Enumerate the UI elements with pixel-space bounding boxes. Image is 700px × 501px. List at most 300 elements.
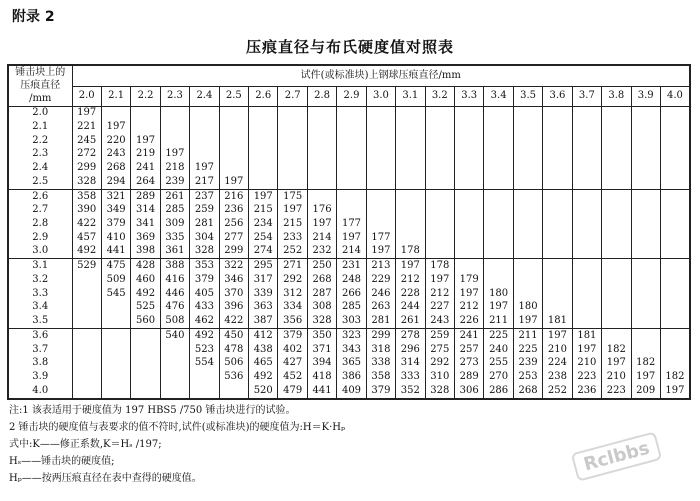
table-cell: 379 xyxy=(101,217,130,231)
table-cell: 243 xyxy=(101,148,130,162)
table-cell xyxy=(513,120,542,134)
table-cell: 263 xyxy=(366,301,395,315)
table-cell: 492 xyxy=(249,370,278,384)
table-cell xyxy=(131,329,160,343)
table-cell: 197 xyxy=(660,384,690,399)
column-header: 2.4 xyxy=(190,86,219,106)
row-label: 3.6 xyxy=(8,329,72,343)
table-cell xyxy=(396,217,425,231)
table-cell xyxy=(219,148,248,162)
table-cell xyxy=(425,189,454,203)
table-cell: 264 xyxy=(131,175,160,189)
table-cell xyxy=(631,329,660,343)
table-cell: 281 xyxy=(366,314,395,328)
table-cell: 234 xyxy=(249,217,278,231)
table-cell xyxy=(454,204,483,218)
table-cell xyxy=(425,106,454,120)
table-cell xyxy=(602,314,631,328)
column-header: 2.0 xyxy=(72,86,101,106)
table-cell: 509 xyxy=(101,273,130,287)
table-cell: 252 xyxy=(543,384,572,399)
table-cell: 379 xyxy=(190,273,219,287)
table-cell xyxy=(602,245,631,259)
table-cell: 460 xyxy=(131,273,160,287)
table-row xyxy=(8,259,690,273)
table-cell: 274 xyxy=(249,245,278,259)
table-cell: 211 xyxy=(484,314,513,328)
table-cell xyxy=(160,106,189,120)
table-cell xyxy=(602,161,631,175)
table-cell: 240 xyxy=(484,343,513,357)
table-cell xyxy=(454,217,483,231)
row-label: 2.9 xyxy=(8,231,72,245)
table-cell xyxy=(513,148,542,162)
table-cell: 416 xyxy=(160,273,189,287)
table-cell: 197 xyxy=(484,301,513,315)
table-cell: 353 xyxy=(190,259,219,273)
table-cell xyxy=(543,231,572,245)
row-label: 2.4 xyxy=(8,161,72,175)
table-cell: 215 xyxy=(278,217,307,231)
table-cell xyxy=(572,204,601,218)
table-cell xyxy=(307,120,336,134)
table-cell xyxy=(396,134,425,148)
table-cell xyxy=(454,189,483,203)
table-cell xyxy=(631,301,660,315)
table-row xyxy=(8,161,690,175)
table-cell xyxy=(101,106,130,120)
column-header: 3.3 xyxy=(454,86,483,106)
table-cell: 197 xyxy=(602,357,631,371)
table-row xyxy=(8,357,690,371)
table-cell: 253 xyxy=(513,370,542,384)
hardness-table xyxy=(7,64,691,400)
table-cell xyxy=(454,120,483,134)
table-cell xyxy=(543,189,572,203)
table-cell: 257 xyxy=(454,343,483,357)
table-cell xyxy=(337,120,366,134)
table-cell: 241 xyxy=(131,161,160,175)
table-cell: 361 xyxy=(160,245,189,259)
table-cell: 285 xyxy=(160,204,189,218)
table-cell: 554 xyxy=(190,357,219,371)
table-cell xyxy=(337,106,366,120)
table-cell xyxy=(72,314,101,328)
table-cell xyxy=(631,217,660,231)
table-cell xyxy=(425,134,454,148)
table-row xyxy=(8,287,690,301)
table-cell xyxy=(484,148,513,162)
table-cell: 379 xyxy=(366,384,395,399)
table-cell xyxy=(572,217,601,231)
table-cell: 452 xyxy=(278,370,307,384)
table-cell xyxy=(131,120,160,134)
table-cell: 310 xyxy=(425,370,454,384)
table-cell: 287 xyxy=(307,287,336,301)
table-cell: 259 xyxy=(190,204,219,218)
table-cell xyxy=(396,231,425,245)
table-cell xyxy=(602,231,631,245)
table-cell xyxy=(513,189,542,203)
table-cell: 182 xyxy=(660,370,690,384)
table-cell xyxy=(131,370,160,384)
table-cell xyxy=(366,134,395,148)
row-label: 3.3 xyxy=(8,287,72,301)
table-cell: 508 xyxy=(160,314,189,328)
table-cell xyxy=(101,343,130,357)
table-cell xyxy=(366,204,395,218)
table-cell xyxy=(484,120,513,134)
table-row xyxy=(8,314,690,328)
table-cell: 197 xyxy=(101,120,130,134)
table-cell xyxy=(278,175,307,189)
table-cell: 176 xyxy=(307,204,336,218)
table-cell: 450 xyxy=(219,329,248,343)
table-cell xyxy=(366,106,395,120)
table-cell xyxy=(484,259,513,273)
table-cell xyxy=(425,120,454,134)
table-cell xyxy=(101,314,130,328)
table-cell xyxy=(337,134,366,148)
table-cell xyxy=(190,106,219,120)
table-cell xyxy=(454,134,483,148)
table-cell xyxy=(366,175,395,189)
table-cell: 180 xyxy=(513,301,542,315)
table-cell xyxy=(337,175,366,189)
table-row xyxy=(8,148,690,162)
table-cell: 394 xyxy=(307,357,336,371)
table-cell xyxy=(543,273,572,287)
table-cell xyxy=(101,301,130,315)
table-cell: 333 xyxy=(396,370,425,384)
table-cell xyxy=(543,245,572,259)
table-cell xyxy=(660,217,690,231)
table-cell xyxy=(572,120,601,134)
table-cell: 219 xyxy=(131,148,160,162)
table-cell xyxy=(631,287,660,301)
table-cell xyxy=(307,189,336,203)
table-cell: 343 xyxy=(337,343,366,357)
table-cell xyxy=(484,231,513,245)
table-cell xyxy=(278,161,307,175)
table-cell: 540 xyxy=(160,329,189,343)
table-cell xyxy=(249,106,278,120)
table-cell: 278 xyxy=(396,329,425,343)
table-row xyxy=(8,384,690,399)
table-cell xyxy=(307,175,336,189)
column-header: 3.9 xyxy=(631,86,660,106)
table-cell: 346 xyxy=(219,273,248,287)
column-header: 3.6 xyxy=(543,86,572,106)
column-header: 2.5 xyxy=(219,86,248,106)
table-cell: 211 xyxy=(513,329,542,343)
table-cell: 232 xyxy=(307,245,336,259)
table-cell: 478 xyxy=(219,343,248,357)
table-cell: 506 xyxy=(219,357,248,371)
table-cell xyxy=(660,231,690,245)
table-cell: 228 xyxy=(396,287,425,301)
table-cell: 254 xyxy=(249,231,278,245)
table-row xyxy=(8,245,690,259)
table-cell xyxy=(337,204,366,218)
table-cell: 476 xyxy=(160,301,189,315)
table-cell: 182 xyxy=(602,343,631,357)
table-row xyxy=(8,189,690,203)
table-cell xyxy=(101,384,130,399)
table-cell xyxy=(660,245,690,259)
table-cell xyxy=(513,106,542,120)
table-cell xyxy=(660,287,690,301)
table-cell xyxy=(631,245,660,259)
table-cell: 214 xyxy=(337,245,366,259)
column-header: 3.4 xyxy=(484,86,513,106)
table-cell xyxy=(366,189,395,203)
table-cell xyxy=(513,259,542,273)
row-label: 2.7 xyxy=(8,204,72,218)
row-label: 3.1 xyxy=(8,259,72,273)
table-cell xyxy=(631,106,660,120)
table-cell xyxy=(366,217,395,231)
table-cell xyxy=(425,161,454,175)
table-cell xyxy=(631,314,660,328)
table-cell xyxy=(101,357,130,371)
table-cell xyxy=(572,161,601,175)
table-cell xyxy=(543,175,572,189)
table-cell: 225 xyxy=(513,343,542,357)
table-cell: 321 xyxy=(101,189,130,203)
table-cell: 277 xyxy=(219,231,248,245)
table-cell: 197 xyxy=(219,175,248,189)
column-header: 2.2 xyxy=(131,86,160,106)
table-cell: 299 xyxy=(366,329,395,343)
table-row xyxy=(8,204,690,218)
column-header: 3.2 xyxy=(425,86,454,106)
table-cell: 197 xyxy=(366,245,395,259)
table-cell: 197 xyxy=(131,134,160,148)
row-label: 3.7 xyxy=(8,343,72,357)
table-cell: 352 xyxy=(396,384,425,399)
table-cell xyxy=(484,204,513,218)
table-cell: 231 xyxy=(337,259,366,273)
table-cell: 465 xyxy=(249,357,278,371)
table-cell: 289 xyxy=(131,189,160,203)
table-cell xyxy=(660,301,690,315)
table-cell: 256 xyxy=(219,217,248,231)
table-cell xyxy=(543,287,572,301)
table-cell xyxy=(72,273,101,287)
table-cell xyxy=(160,357,189,371)
table-cell: 422 xyxy=(72,217,101,231)
table-row xyxy=(8,175,690,189)
column-header: 3.7 xyxy=(572,86,601,106)
table-cell xyxy=(572,148,601,162)
table-cell: 268 xyxy=(513,384,542,399)
table-cell: 182 xyxy=(631,357,660,371)
table-cell xyxy=(631,148,660,162)
table-cell: 210 xyxy=(572,357,601,371)
table-cell xyxy=(602,106,631,120)
table-cell xyxy=(572,175,601,189)
table-cell: 197 xyxy=(631,370,660,384)
table-cell: 197 xyxy=(396,259,425,273)
table-cell: 371 xyxy=(307,343,336,357)
table-cell xyxy=(572,301,601,315)
table-cell: 308 xyxy=(307,301,336,315)
row-label: 2.6 xyxy=(8,189,72,203)
table-cell xyxy=(513,161,542,175)
table-cell xyxy=(602,259,631,273)
table-cell: 225 xyxy=(484,329,513,343)
table-cell xyxy=(631,343,660,357)
table-cell: 220 xyxy=(101,134,130,148)
table-cell: 281 xyxy=(190,217,219,231)
table-cell: 341 xyxy=(131,217,160,231)
table-cell: 418 xyxy=(307,370,336,384)
table-cell xyxy=(484,245,513,259)
table-cell: 197 xyxy=(190,161,219,175)
table-cell: 303 xyxy=(337,314,366,328)
table-cell: 215 xyxy=(249,204,278,218)
table-cell xyxy=(101,329,130,343)
table-cell xyxy=(366,161,395,175)
table-cell xyxy=(602,273,631,287)
table-cell xyxy=(160,120,189,134)
table-cell xyxy=(572,231,601,245)
table-cell xyxy=(660,120,690,134)
table-cell xyxy=(131,357,160,371)
table-cell: 317 xyxy=(249,273,278,287)
table-cell: 197 xyxy=(249,189,278,203)
table-cell: 239 xyxy=(513,357,542,371)
table-cell: 268 xyxy=(307,273,336,287)
table-cell xyxy=(454,148,483,162)
table-cell xyxy=(425,148,454,162)
note-line: Hₛ——锤击块的硬度值; xyxy=(9,456,115,467)
table-cell: 286 xyxy=(484,384,513,399)
table-cell: 294 xyxy=(101,175,130,189)
table-cell xyxy=(249,134,278,148)
table-cell: 422 xyxy=(219,314,248,328)
table-cell xyxy=(72,329,101,343)
table-cell: 229 xyxy=(366,273,395,287)
table-cell xyxy=(484,217,513,231)
table-cell xyxy=(160,384,189,399)
table-cell xyxy=(660,189,690,203)
table-cell: 328 xyxy=(307,314,336,328)
table-cell xyxy=(219,106,248,120)
table-cell: 223 xyxy=(572,370,601,384)
table-row xyxy=(8,301,690,315)
row-header-line: /mm xyxy=(29,93,52,105)
table-cell xyxy=(219,120,248,134)
table-cell xyxy=(660,106,690,120)
table-cell xyxy=(425,245,454,259)
table-cell xyxy=(543,204,572,218)
table-cell: 296 xyxy=(396,343,425,357)
table-cell: 275 xyxy=(425,343,454,357)
table-cell xyxy=(543,217,572,231)
table-cell: 428 xyxy=(131,259,160,273)
table-cell: 525 xyxy=(131,301,160,315)
table-cell: 181 xyxy=(543,314,572,328)
table-cell xyxy=(484,134,513,148)
table-cell xyxy=(513,287,542,301)
table-cell: 261 xyxy=(396,314,425,328)
table-cell xyxy=(72,384,101,399)
table-cell xyxy=(660,175,690,189)
table-cell: 304 xyxy=(190,231,219,245)
table-cell: 243 xyxy=(425,314,454,328)
note-line: Hₚ——按两压痕直径在表中查得的硬度值。 xyxy=(9,473,202,484)
table-cell xyxy=(602,217,631,231)
table-cell: 217 xyxy=(190,175,219,189)
table-cell: 292 xyxy=(425,357,454,371)
table-cell: 299 xyxy=(219,245,248,259)
table-cell: 433 xyxy=(190,301,219,315)
row-label: 2.2 xyxy=(8,134,72,148)
table-cell: 441 xyxy=(101,245,130,259)
table-cell xyxy=(513,204,542,218)
column-header: 3.5 xyxy=(513,86,542,106)
table-cell xyxy=(249,161,278,175)
column-header: 2.1 xyxy=(101,86,130,106)
table-cell xyxy=(543,301,572,315)
table-cell: 328 xyxy=(425,384,454,399)
table-cell xyxy=(396,120,425,134)
table-cell xyxy=(454,259,483,273)
table-row xyxy=(8,134,690,148)
table-cell xyxy=(660,357,690,371)
table-cell: 314 xyxy=(131,204,160,218)
table-cell xyxy=(278,134,307,148)
table-cell xyxy=(513,231,542,245)
column-header: 2.3 xyxy=(160,86,189,106)
table-cell: 412 xyxy=(249,329,278,343)
page-title: 压痕直径与布氏硬度值对照表 xyxy=(245,38,454,56)
table-cell: 370 xyxy=(219,287,248,301)
table-row xyxy=(8,343,690,357)
table-cell: 358 xyxy=(72,189,101,203)
table-cell: 268 xyxy=(101,161,130,175)
table-cell: 379 xyxy=(278,329,307,343)
table-cell: 363 xyxy=(249,301,278,315)
table-cell: 338 xyxy=(366,357,395,371)
row-header-line: 压痕直径 xyxy=(20,80,61,92)
table-cell xyxy=(190,148,219,162)
table-cell: 409 xyxy=(337,384,366,399)
table-cell: 441 xyxy=(307,384,336,399)
table-cell: 216 xyxy=(219,189,248,203)
table-cell xyxy=(307,134,336,148)
table-cell: 237 xyxy=(190,189,219,203)
table-cell xyxy=(454,175,483,189)
column-header: 2.9 xyxy=(337,86,366,106)
table-cell xyxy=(572,189,601,203)
row-label: 3.5 xyxy=(8,314,72,328)
table-cell xyxy=(660,204,690,218)
table-cell: 285 xyxy=(337,301,366,315)
table-cell xyxy=(484,161,513,175)
table-cell xyxy=(631,189,660,203)
note-line: 式中:K——修正系数,K＝Hₛ /197; xyxy=(9,439,162,450)
table-cell: 209 xyxy=(631,384,660,399)
table-cell xyxy=(337,189,366,203)
table-cell xyxy=(249,120,278,134)
table-cell: 212 xyxy=(425,287,454,301)
table-cell xyxy=(602,287,631,301)
table-cell: 446 xyxy=(160,287,189,301)
table-cell: 236 xyxy=(572,384,601,399)
